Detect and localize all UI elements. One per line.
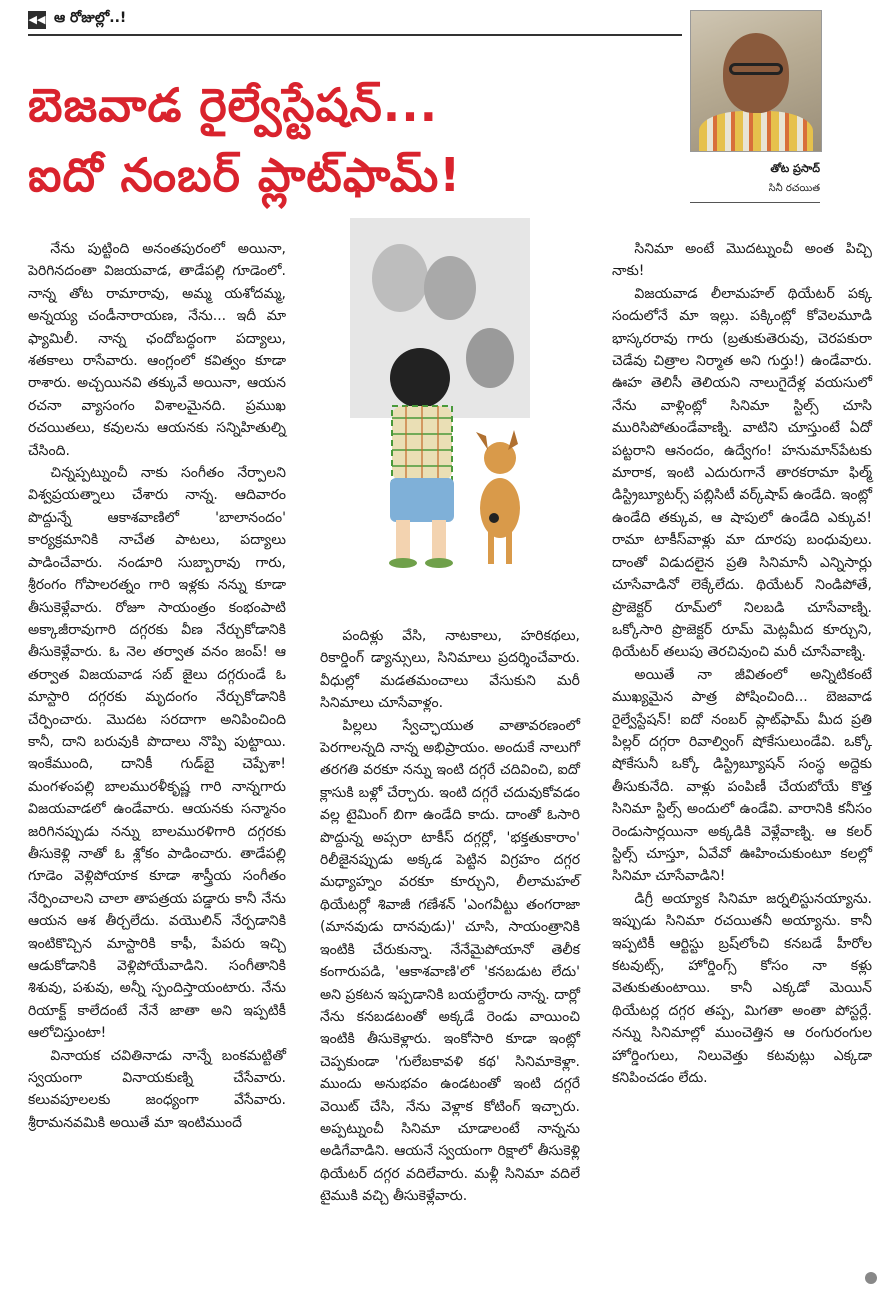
author-role: సినీ రచయిత	[768, 183, 820, 194]
rewind-icon[interactable]: ◀◀	[28, 11, 46, 29]
author-name: తోట ప్రసాద్	[770, 162, 820, 175]
column-2-paragraph: పిల్లలు స్వేచ్ఛాయుత వాతావరణంలో పెరగాలన్నది నాన్న అభిప్రాయం. అందుకే నాలుగో తరగతి వరకూ నన్ను ఇంటి దగ్గరే చదివించి, ఐదో క్లాసుకి బళ్లో చేర్చారు. ఇంటి దగ్గరే చదువుకోవడం వల్ల టైమింగ్ బిగా ఉండేది కాదు. దాంతో ఓసారి పొద్దున్న అప్సరా టాకీస్ దగ్గర్లో, 'భక్తతుకారాం' రిలీజైనప్పుడు అక్కడ పెట్టిన విగ్రహం దగ్గర మధ్యాహ్నం వరకూ కూర్చుని, లీలామహల్ థియేటర్లో శివాజీ గణేశన్ 'ఎంగవీట్టు తంగరాజా (మానవుడు దానవుడు)' చూసి, సాయంత్రానికి ఇంటికి చేరుకున్నా. నేనేమైపోయానో తెలీక కంగారుపడి, 'ఆకాశవాణి'లో 'కనబడుట లేదు' అని ప్రకటన ఇప్పడానికి బయల్దేరారు నాన్న. దార్లో నేను కనబడటంతో అక్కడే రెండు వాయించి ఇంటికి తీసుకెళ్లారు. ఇంకోసారి కూడా ఇంట్లో చెప్పకుండా 'గులేబకావళి కథ' సినిమాకెళ్లా. ముందు అనుభవం ఉండటంతో ఇంటి దగ్గరే వెయిట్ చేసి, నేను వెళ్లాక కోటింగ్ ఇచ్చారు. అప్పట్నుంచీ సినిమా చూడాలంటే నాన్నను అడిగేవాడిని. ఆయనే స్వయంగా రిక్షాలో తీసుకెళ్లి థియేటర్ దగ్గర వదిలేవారు. మళ్లీ సినిమా వదిలే టైముకి వచ్చి తీసుకెళ్లేవారు.	[320, 717, 580, 1205]
column-1	[28, 238, 286, 1134]
column-3-paragraph: డిగ్రీ అయ్యాక సినిమా జర్నలిస్టునయ్యాను. ఇప్పుడు సినిమా రచయితనీ అయ్యాను. కానీ ఇప్పటికీ ఆర్టిస్టు బ్రష్‌లోంచి కనబడే హీరోల కటవుట్స్, హోర్డింగ్స్ కోసం నా కళ్లు వెతుకుతుంటాయి. కానీ ఎక్కడో మెయిన్ థియేటర్ల దగ్గర తప్ప, మిగతా అంతా పోస్టర్లే. నన్ను సినిమాల్లో ముంచెత్తిన ఆ రంగురంగుల హోర్డింగులు, నిలువెత్తు కటవుట్లు ఎక్కడా కనిపించడం లేదు.	[612, 890, 872, 1087]
author-photo	[690, 10, 822, 152]
author-divider	[690, 202, 820, 203]
column-1-paragraph: నేను పుట్టింది అనంతపురంలో అయినా, పెరిగినదంతా విజయవాడ, తాడేపల్లి గూడెంలో. నాన్న తోట రామారావు, అమ్మ యశోదమ్మ, అన్నయ్య చండీనారాయణ, నేను... ఇదీ మా ఫ్యామిలీ. నాన్న ఛందోబద్ధంగా పద్యాలు, శతకాలు రాసేవారు. ఆంగ్లంలో కవిత్వం కూడా రాశారు. అచ్చయినవి తక్కువే అయినా, ఆయన రచనా వ్యాసంగం విశాలమైనది. ప్రముఖ రచయితలు, కవులను ఆయనకు సన్నిహితుల్ని చేసింది.	[28, 241, 286, 459]
column-2-paragraph: పందిళ్లు వేసి, నాటకాలు, హరికథలు, రికార్డింగ్ డ్యాన్సులు, సినిమాలు ప్రదర్శించేవారు. వీధుల్లో మడతమంచాలు వేసుకుని మరీ సినిమాలు చూసేవాళ్లం.	[320, 628, 580, 712]
column-2	[320, 625, 580, 1208]
author-box	[690, 10, 820, 203]
headline-line-2: ఐదో నంబర్ ప్లాట్‌ఫామ్!	[28, 148, 462, 202]
page-end-dot	[865, 1272, 877, 1284]
column-3	[612, 238, 872, 1089]
headline-line-1: బెజవాడ రైల్వేస్టేషన్...	[28, 78, 439, 132]
section-label: ఆ రోజుల్లో..!	[54, 10, 127, 26]
column-1-paragraph: వినాయక చవితినాడు నాన్నే బంకమట్టితో స్వయంగా వినాయకుణ్ని చేసేవారు. కలువపూలలకు జంధ్యంగా వేసేవారు. శ్రీరామనవమికి అయితే మా ఇంటిముందే	[28, 1047, 286, 1131]
column-3-paragraph: విజయవాడ లీలామహల్ థియేటర్ పక్క సందులోనే మా ఇల్లు. పక్కింట్లో కోవెలమూడి భాస్కరరావు గారు (బ్రతుకుతెరువు, చెరపకురా చెడేవు చిత్రాల నిర్మాత అని గుర్తు!) ఉండేవారు. ఊహ తెలిసీ తెలియని నాలుగైదేళ్ల వయసులో నేను వాళ్లింట్లో సినిమా స్టిల్స్ చూసి మురిసిపోతుండేవాణ్ని. వాటిని చూస్తుంటే ఏదో పట్టరాని ఆనందం, ఉద్వేగం! హనుమాన్‌పేటకు మారాక, ఇంటి ఎదురుగానే తారకరామా ఫిల్మ్ డిస్ట్రిబ్యూటర్స్ పబ్లిసిటీ వర్క్‌షాప్ ఉండేది. ఇంట్లో ఉండేది తక్కువ, ఆ షాపులో ఉండేది ఎక్కువ! రామా టాకీస్‌వాళ్లు మా దూరపు బంధువులు. దాంతో విడుదలైన ప్రతి సినిమానీ ఎన్నిసార్లు చూసేవాడినో లెక్కేలేదు. థియేటర్ నిండిపోతే, ప్రొజెక్టర్ రూమ్‌లో నిలబడి చూసేవాణ్ని. ఒక్కోసారి ప్రొజెక్టర్ రూమ్ మెట్లమీద కూర్చుని, థియేటర్ తలుపు తెరచివుంచి మరీ చూసేవాణ్ని.	[612, 285, 872, 661]
column-1-paragraph: చిన్నప్పట్నుంచీ నాకు సంగీతం నేర్పాలని విశ్వప్రయత్నాలు చేశారు నాన్న. ఆదివారం పొద్దున్నే ఆకాశవాణిలో 'బాలానందం' కార్యక్రమానికి నాచేత పాటలు, పద్యాలు పాడించేవారు. నండూరి సుబ్బారావు గారు, శ్రీరంగం గోపాలరత్నం గారి ఇళ్లకు నన్ను కూడా తీసుకెళ్లేవారు. రోజూ సాయంత్రం కంభంపాటి అక్కాజీరావుగారి దగ్గరకు వీణ నేర్చుకోడానికి తీసుకెళ్లేవారు. ఓ నెల తర్వాత వనం జంప్! ఆ తర్వాత విజయవాడ సబ్ జైలు దగ్గరుండే ఓ మాస్టారి దగ్గరకు మృదంగం నేర్చుకోడానికి చేర్పించారు. మొదట సరదాగా అనిపించింది కానీ, దాని బరువుకి పొదాలు నొప్పి పుట్టాయి. ఇంకేముంది, దానికీ గుడ్‌బై చెప్పేశా! మంగళంపల్లి బాలమురళీకృష్ణ గారి నాన్నగారు విజయవాడలో ఉండేవారు. ఆయనకు సన్మానం జరిగినప్పుడు నన్ను బాలమురళిగారి దగ్గరకు తీసుకెళ్లి నాతో ఓ శ్లోకం పాడించారు. తాడేపల్లి గూడెం వెళ్లిపోయాక కూడా శాస్త్రీయ సంగీతం నేర్పించాలని చాలా తాపత్రయ పడ్డారు కానీ నేను ఆయన ఆశ తీర్చలేదు. వయొలిన్ నేర్పడానికి ఇంటికొచ్చిన మాస్టారికి కాఫీ, పేపరు ఇచ్చి ఆడుకోడానికి వెళ్లిపోయేవాడిని. సంగీతానికి శిశువు, పశువు, అన్నీ స్పందిస్తాయంటారు. నేను రియాక్ట్ కాలేదంటే నేనే జాతా అని ఇప్పటికీ ఆలోచిస్తుంటా!	[28, 465, 286, 1042]
boy-and-dog-illustration	[340, 218, 530, 576]
column-3-paragraph: సినిమా అంటే మొదట్నుంచీ అంత పిచ్చి నాకు!	[612, 241, 872, 280]
header-rule	[28, 34, 682, 36]
section-tag	[28, 10, 126, 29]
column-3-paragraph: అయితే నా జీవితంలో అన్నిటికంటే ముఖ్యమైన పాత్ర పోషించింది... బెజవాడ రైల్వేస్టేషన్! ఐదో నంబర్ ప్లాట్‌ఫామ్ మీద ప్రతి పిల్లర్ దగ్గరా రివాల్వింగ్ షోకేసులుండేవి. ఒక్కో షోకేసునీ ఒక్కో డిస్ట్రిబ్యూషన్ సంస్థ అద్దెకు తీసుకునేది. వాళ్లు పంపిణీ చేయబోయే కొత్త సినిమా స్టిల్స్ అందులో ఉండేవి. వారానికి కనీసం రెండుసార్లయినా అక్కడికి వెళ్లేవాణ్ని. ఆ కలర్ స్టిల్స్ చూస్తూ, ఏవేవో ఊహించుకుంటూ కలల్లో సినిమా చూసేవాడిని!	[612, 666, 872, 885]
headline	[28, 70, 668, 210]
